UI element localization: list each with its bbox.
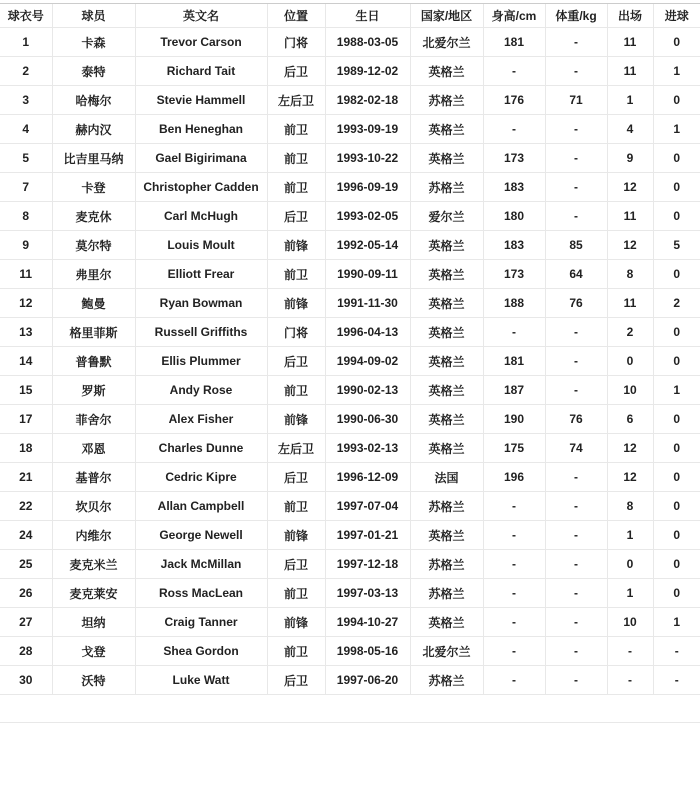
cell-player-name-en: Christopher Cadden [135, 173, 267, 202]
cell-player-name-en: Richard Tait [135, 57, 267, 86]
column-header-weight-kg: 体重/kg [545, 4, 607, 28]
table-row [0, 289, 700, 318]
cell-birthday: 1996-09-19 [325, 173, 410, 202]
cell-position: 前卫 [267, 579, 325, 608]
cell-appearances: 12 [607, 231, 653, 260]
cell-height-cm: - [483, 579, 545, 608]
cell-goals: - [653, 666, 700, 695]
cell-country: 英格兰 [410, 318, 483, 347]
cell-goals: 0 [653, 579, 700, 608]
table-row [0, 463, 700, 492]
cell-player-name-en: Stevie Hammell [135, 86, 267, 115]
cell-player-name-en: Ben Heneghan [135, 115, 267, 144]
cell-appearances: 1 [607, 86, 653, 115]
cell-player-name-en: Carl McHugh [135, 202, 267, 231]
cell-birthday: 1990-09-11 [325, 260, 410, 289]
cell-weight-kg: - [545, 579, 607, 608]
cell-weight-kg: 64 [545, 260, 607, 289]
cell-player-name-cn: 赫内汉 [52, 115, 135, 144]
cell-height-cm: - [483, 492, 545, 521]
cell-jersey-number: 13 [0, 318, 52, 347]
cell-height-cm: 180 [483, 202, 545, 231]
cell-weight-kg: 74 [545, 434, 607, 463]
cell-appearances: 6 [607, 405, 653, 434]
table-row [0, 202, 700, 231]
cell-position: 前锋 [267, 608, 325, 637]
cell-appearances: 2 [607, 318, 653, 347]
cell-weight-kg: - [545, 115, 607, 144]
table-row [0, 608, 700, 637]
cell-jersey-number: 27 [0, 608, 52, 637]
cell-appearances: 12 [607, 434, 653, 463]
cell-player-name-cn: 罗斯 [52, 376, 135, 405]
cell-birthday: 1982-02-18 [325, 86, 410, 115]
cell-weight-kg: - [545, 347, 607, 376]
cell-goals: 2 [653, 289, 700, 318]
cell-birthday: 1997-12-18 [325, 550, 410, 579]
cell-weight-kg: 76 [545, 405, 607, 434]
cell-height-cm: - [483, 666, 545, 695]
cell-jersey-number: 15 [0, 376, 52, 405]
cell-appearances: - [607, 637, 653, 666]
cell-goals: 0 [653, 144, 700, 173]
cell-player-name-en: Shea Gordon [135, 637, 267, 666]
cell-player-name-cn: 麦克休 [52, 202, 135, 231]
cell-appearances: - [607, 666, 653, 695]
table-row [0, 550, 700, 579]
cell-goals: 0 [653, 173, 700, 202]
table-row [0, 173, 700, 202]
cell-goals: 5 [653, 231, 700, 260]
cell-weight-kg: - [545, 608, 607, 637]
column-header-position: 位置 [267, 4, 325, 28]
cell-country: 英格兰 [410, 347, 483, 376]
cell-jersey-number: 1 [0, 28, 52, 57]
column-header-country: 国家/地区 [410, 4, 483, 28]
cell-birthday: 1996-12-09 [325, 463, 410, 492]
cell-player-name-en: Allan Campbell [135, 492, 267, 521]
cell-birthday: 1997-03-13 [325, 579, 410, 608]
cell-goals: - [653, 637, 700, 666]
table-row [0, 376, 700, 405]
table-row [0, 115, 700, 144]
cell-player-name-en: Alex Fisher [135, 405, 267, 434]
table-row [0, 521, 700, 550]
table-footer-divider [0, 695, 700, 723]
cell-jersey-number: 25 [0, 550, 52, 579]
cell-position: 左后卫 [267, 434, 325, 463]
cell-player-name-cn: 麦克米兰 [52, 550, 135, 579]
cell-player-name-cn: 卡森 [52, 28, 135, 57]
cell-country: 英格兰 [410, 57, 483, 86]
cell-goals: 0 [653, 86, 700, 115]
cell-country: 英格兰 [410, 260, 483, 289]
table-row [0, 231, 700, 260]
cell-position: 前锋 [267, 405, 325, 434]
cell-goals: 0 [653, 550, 700, 579]
cell-jersey-number: 9 [0, 231, 52, 260]
cell-birthday: 1993-02-05 [325, 202, 410, 231]
cell-jersey-number: 11 [0, 260, 52, 289]
cell-height-cm: 173 [483, 260, 545, 289]
cell-jersey-number: 8 [0, 202, 52, 231]
cell-height-cm: - [483, 521, 545, 550]
cell-player-name-cn: 邓恩 [52, 434, 135, 463]
cell-player-name-en: Elliott Frear [135, 260, 267, 289]
cell-goals: 1 [653, 608, 700, 637]
cell-appearances: 12 [607, 463, 653, 492]
cell-goals: 0 [653, 202, 700, 231]
cell-country: 英格兰 [410, 434, 483, 463]
cell-goals: 0 [653, 318, 700, 347]
cell-appearances: 11 [607, 202, 653, 231]
cell-jersey-number: 28 [0, 637, 52, 666]
cell-position: 前锋 [267, 289, 325, 318]
cell-jersey-number: 7 [0, 173, 52, 202]
cell-jersey-number: 26 [0, 579, 52, 608]
cell-goals: 0 [653, 463, 700, 492]
cell-weight-kg: - [545, 550, 607, 579]
cell-goals: 0 [653, 28, 700, 57]
cell-position: 前卫 [267, 260, 325, 289]
cell-goals: 0 [653, 434, 700, 463]
cell-country: 爱尔兰 [410, 202, 483, 231]
cell-goals: 0 [653, 347, 700, 376]
cell-player-name-en: Ellis Plummer [135, 347, 267, 376]
cell-height-cm: - [483, 318, 545, 347]
cell-country: 英格兰 [410, 376, 483, 405]
cell-goals: 1 [653, 57, 700, 86]
cell-height-cm: 176 [483, 86, 545, 115]
cell-jersey-number: 21 [0, 463, 52, 492]
cell-height-cm: 175 [483, 434, 545, 463]
cell-position: 前卫 [267, 492, 325, 521]
table-row [0, 28, 700, 57]
cell-birthday: 1994-10-27 [325, 608, 410, 637]
table-row [0, 144, 700, 173]
cell-player-name-cn: 莫尔特 [52, 231, 135, 260]
cell-appearances: 4 [607, 115, 653, 144]
cell-birthday: 1996-04-13 [325, 318, 410, 347]
cell-position: 后卫 [267, 202, 325, 231]
cell-appearances: 1 [607, 521, 653, 550]
cell-country: 英格兰 [410, 521, 483, 550]
cell-country: 北爱尔兰 [410, 28, 483, 57]
cell-birthday: 1994-09-02 [325, 347, 410, 376]
table-row [0, 579, 700, 608]
cell-height-cm: - [483, 115, 545, 144]
table-row [0, 260, 700, 289]
cell-goals: 0 [653, 492, 700, 521]
cell-birthday: 1991-11-30 [325, 289, 410, 318]
column-header-birthday: 生日 [325, 4, 410, 28]
cell-country: 英格兰 [410, 289, 483, 318]
cell-birthday: 1993-10-22 [325, 144, 410, 173]
cell-player-name-en: Luke Watt [135, 666, 267, 695]
cell-weight-kg: - [545, 28, 607, 57]
cell-birthday: 1989-12-02 [325, 57, 410, 86]
cell-birthday: 1990-06-30 [325, 405, 410, 434]
cell-weight-kg: - [545, 637, 607, 666]
cell-appearances: 10 [607, 608, 653, 637]
cell-birthday: 1993-02-13 [325, 434, 410, 463]
cell-player-name-cn: 内维尔 [52, 521, 135, 550]
players-table [0, 3, 700, 695]
cell-player-name-cn: 戈登 [52, 637, 135, 666]
cell-position: 前卫 [267, 115, 325, 144]
cell-position: 门将 [267, 318, 325, 347]
cell-height-cm: 181 [483, 28, 545, 57]
table-header-row [0, 4, 700, 28]
cell-country: 苏格兰 [410, 86, 483, 115]
cell-country: 苏格兰 [410, 579, 483, 608]
cell-player-name-cn: 弗里尔 [52, 260, 135, 289]
cell-position: 前卫 [267, 376, 325, 405]
cell-position: 左后卫 [267, 86, 325, 115]
cell-position: 前锋 [267, 231, 325, 260]
cell-weight-kg: - [545, 202, 607, 231]
cell-weight-kg: - [545, 376, 607, 405]
cell-country: 苏格兰 [410, 492, 483, 521]
cell-jersey-number: 12 [0, 289, 52, 318]
cell-weight-kg: - [545, 463, 607, 492]
cell-weight-kg: - [545, 318, 607, 347]
cell-player-name-en: Andy Rose [135, 376, 267, 405]
cell-country: 苏格兰 [410, 173, 483, 202]
cell-birthday: 1993-09-19 [325, 115, 410, 144]
table-row [0, 492, 700, 521]
cell-position: 前锋 [267, 521, 325, 550]
cell-goals: 0 [653, 521, 700, 550]
table-row [0, 86, 700, 115]
table-row [0, 405, 700, 434]
cell-appearances: 11 [607, 57, 653, 86]
cell-jersey-number: 5 [0, 144, 52, 173]
cell-weight-kg: 76 [545, 289, 607, 318]
cell-height-cm: - [483, 550, 545, 579]
cell-player-name-en: George Newell [135, 521, 267, 550]
cell-appearances: 0 [607, 550, 653, 579]
cell-jersey-number: 24 [0, 521, 52, 550]
cell-player-name-en: Ryan Bowman [135, 289, 267, 318]
cell-player-name-cn: 基普尔 [52, 463, 135, 492]
cell-position: 后卫 [267, 463, 325, 492]
table-row [0, 347, 700, 376]
cell-position: 后卫 [267, 347, 325, 376]
cell-height-cm: 196 [483, 463, 545, 492]
cell-goals: 0 [653, 260, 700, 289]
cell-country: 苏格兰 [410, 666, 483, 695]
cell-height-cm: 187 [483, 376, 545, 405]
cell-appearances: 1 [607, 579, 653, 608]
cell-player-name-cn: 格里菲斯 [52, 318, 135, 347]
cell-birthday: 1997-07-04 [325, 492, 410, 521]
cell-player-name-en: Trevor Carson [135, 28, 267, 57]
cell-player-name-en: Jack McMillan [135, 550, 267, 579]
cell-weight-kg: - [545, 173, 607, 202]
cell-height-cm: 188 [483, 289, 545, 318]
cell-player-name-en: Russell Griffiths [135, 318, 267, 347]
cell-appearances: 9 [607, 144, 653, 173]
cell-player-name-en: Craig Tanner [135, 608, 267, 637]
cell-height-cm: - [483, 637, 545, 666]
cell-player-name-cn: 哈梅尔 [52, 86, 135, 115]
cell-birthday: 1998-05-16 [325, 637, 410, 666]
cell-weight-kg: 85 [545, 231, 607, 260]
cell-jersey-number: 2 [0, 57, 52, 86]
cell-appearances: 12 [607, 173, 653, 202]
cell-player-name-en: Gael Bigirimana [135, 144, 267, 173]
cell-player-name-cn: 鲍曼 [52, 289, 135, 318]
cell-weight-kg: - [545, 666, 607, 695]
cell-position: 前卫 [267, 637, 325, 666]
column-header-appearances: 出场 [607, 4, 653, 28]
cell-jersey-number: 22 [0, 492, 52, 521]
cell-country: 北爱尔兰 [410, 637, 483, 666]
cell-height-cm: 183 [483, 173, 545, 202]
table-row [0, 666, 700, 695]
cell-jersey-number: 4 [0, 115, 52, 144]
cell-player-name-cn: 比吉里马纳 [52, 144, 135, 173]
cell-position: 门将 [267, 28, 325, 57]
cell-position: 前卫 [267, 144, 325, 173]
table-row [0, 318, 700, 347]
cell-country: 英格兰 [410, 405, 483, 434]
cell-height-cm: 173 [483, 144, 545, 173]
cell-birthday: 1988-03-05 [325, 28, 410, 57]
cell-weight-kg: 71 [545, 86, 607, 115]
cell-player-name-cn: 麦克莱安 [52, 579, 135, 608]
cell-position: 后卫 [267, 550, 325, 579]
cell-player-name-en: Cedric Kipre [135, 463, 267, 492]
cell-height-cm: - [483, 608, 545, 637]
cell-player-name-cn: 卡登 [52, 173, 135, 202]
cell-goals: 1 [653, 376, 700, 405]
cell-birthday: 1990-02-13 [325, 376, 410, 405]
cell-appearances: 11 [607, 28, 653, 57]
table-row [0, 637, 700, 666]
cell-weight-kg: - [545, 521, 607, 550]
column-header-player-name-cn: 球员 [52, 4, 135, 28]
cell-position: 后卫 [267, 666, 325, 695]
cell-country: 英格兰 [410, 231, 483, 260]
cell-jersey-number: 17 [0, 405, 52, 434]
cell-jersey-number: 3 [0, 86, 52, 115]
table-body [0, 28, 700, 695]
cell-player-name-en: Charles Dunne [135, 434, 267, 463]
cell-appearances: 11 [607, 289, 653, 318]
cell-height-cm: 183 [483, 231, 545, 260]
cell-country: 英格兰 [410, 608, 483, 637]
cell-birthday: 1992-05-14 [325, 231, 410, 260]
cell-weight-kg: - [545, 492, 607, 521]
cell-player-name-en: Ross MacLean [135, 579, 267, 608]
cell-height-cm: - [483, 57, 545, 86]
cell-appearances: 8 [607, 260, 653, 289]
cell-player-name-cn: 沃特 [52, 666, 135, 695]
cell-country: 英格兰 [410, 144, 483, 173]
cell-position: 前卫 [267, 173, 325, 202]
cell-weight-kg: - [545, 57, 607, 86]
cell-birthday: 1997-01-21 [325, 521, 410, 550]
cell-player-name-cn: 坦纳 [52, 608, 135, 637]
table-row [0, 434, 700, 463]
cell-birthday: 1997-06-20 [325, 666, 410, 695]
cell-country: 法国 [410, 463, 483, 492]
cell-player-name-cn: 泰特 [52, 57, 135, 86]
cell-goals: 1 [653, 115, 700, 144]
cell-height-cm: 190 [483, 405, 545, 434]
cell-country: 苏格兰 [410, 550, 483, 579]
cell-jersey-number: 30 [0, 666, 52, 695]
cell-appearances: 10 [607, 376, 653, 405]
cell-player-name-cn: 坎贝尔 [52, 492, 135, 521]
column-header-goals: 进球 [653, 4, 700, 28]
table-row [0, 57, 700, 86]
cell-goals: 0 [653, 405, 700, 434]
cell-country: 英格兰 [410, 115, 483, 144]
column-header-height-cm: 身高/cm [483, 4, 545, 28]
cell-player-name-cn: 普鲁默 [52, 347, 135, 376]
cell-appearances: 0 [607, 347, 653, 376]
cell-appearances: 8 [607, 492, 653, 521]
column-header-player-name-en: 英文名 [135, 4, 267, 28]
cell-jersey-number: 14 [0, 347, 52, 376]
cell-height-cm: 181 [483, 347, 545, 376]
cell-player-name-cn: 菲舍尔 [52, 405, 135, 434]
cell-jersey-number: 18 [0, 434, 52, 463]
cell-weight-kg: - [545, 144, 607, 173]
cell-player-name-en: Louis Moult [135, 231, 267, 260]
column-header-jersey-number: 球衣号 [0, 4, 52, 28]
cell-position: 后卫 [267, 57, 325, 86]
